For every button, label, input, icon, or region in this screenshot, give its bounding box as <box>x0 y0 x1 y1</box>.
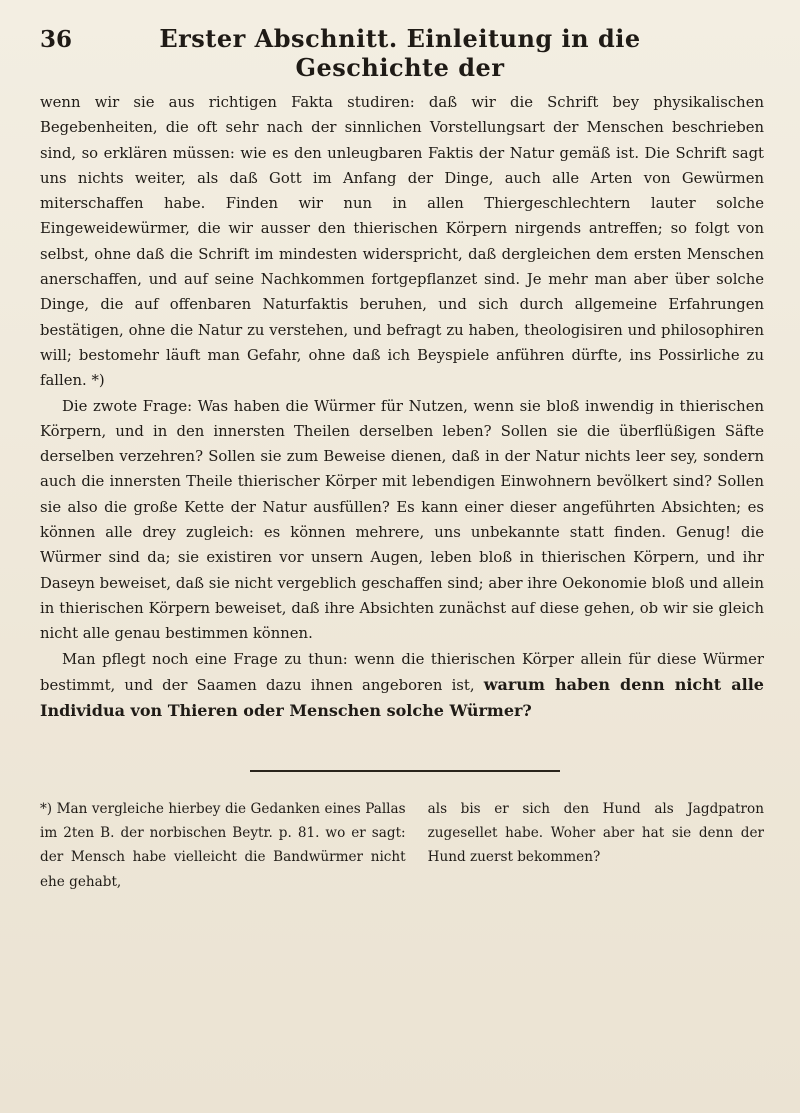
footnote <box>40 797 764 894</box>
paragraph-3-text: Man pflegt noch eine Frage zu thun: wenn die thierischen Körper allein für diese Würmer bestimmt, und der Saamen dazu ihnen angeboren ist, <box>40 650 764 694</box>
footnote-divider <box>250 770 560 772</box>
paragraph-3-emphasis: warum haben denn nicht alle Individua von Thieren oder Menschen solche Würmer? <box>40 674 764 721</box>
paragraph-2: Die zwote Frage: Was haben die Würmer für Nutzen, wenn sie bloß inwendig in thierischen Körpern, und in den innersten Theilen derselben leben? Sollen sie die überflüßigen Säfte derselben verzehren? Sollen sie zum Beweise dienen, daß in der Natur nichts leer sey, sondern auch die innersten Theile thierischer Körper mit lebendigen Einwohnern bevölkert sind? Sollen sie also die große Kette der Natur ausfüllen? Es kann einer dieser angeführten Absichten; es können alle drey zugleich: es können mehrere, uns unbekannte statt finden. Genug! die Würmer sind da; sie existiren vor unsern Augen, leben bloß in thierischen Körpern, und ihr Daseyn beweiset, daß sie nicht vergeblich geschaffen sind; aber ihre Oekonomie bloß und allein in thierischen Körpern beweiset, daß ihre Absichten zunächst auf diese gehen, ob wir sie gleich nicht alle genau bestimmen können. <box>40 397 764 643</box>
footnote-left-column: *) Man vergleiche hierbey die Gedanken eines Pallas im 2ten B. der norbischen Beytr. p. 81. wo er sagt: der Mensch habe vielleicht die Bandwürmer nicht ehe gehabt, <box>40 801 406 890</box>
running-head: Erster Abschnitt. Einleitung in die Geschichte der <box>159 24 641 82</box>
paragraph-3 <box>40 647 764 725</box>
page-header <box>40 24 760 82</box>
body-text <box>40 90 764 724</box>
footnote-right-column: als bis er sich den Hund als Jagdpatron zugesellet habe. Woher aber hat sie denn der Hund zuerst bekommen? <box>427 801 764 866</box>
page-number: 36 <box>40 26 73 53</box>
paragraph-1: wenn wir sie aus richtigen Fakta studiren: daß wir die Schrift bey physikalischen Begebenheiten, die oft sehr nach der sinnlichen Vorstellungsart der Menschen beschrieben sind, so erklären müssen: wie es den unleugbaren Faktis der Natur gemäß ist. Die Schrift sagt uns nichts weiter, als daß Gott im Anfang der Dinge, auch alle Arten von Gewürmen miterschaffen habe. Finden wir nun in allen Thiergeschlechtern lauter solche Eingeweidewürmer, die wir ausser den thierischen Körpern nirgends antreffen; so folgt von selbst, ohne daß die Schrift im mindesten widerspricht, daß dergleichen dem ersten Menschen anerschaffen, und auf seine Nachkommen fortgepflanzet sind. Je mehr man aber über solche Dinge, die auf offenbaren Naturfaktis beruhen, und sich durch allgemeine Erfahrungen bestätigen, ohne die Natur zu verstehen, und befragt zu haben, theologisiren und philosophiren will; bestomehr läuft man Gefahr, ohne daß ich Beyspiele anführen dürfte, ins Possirliche zu fallen. *) <box>40 94 764 390</box>
